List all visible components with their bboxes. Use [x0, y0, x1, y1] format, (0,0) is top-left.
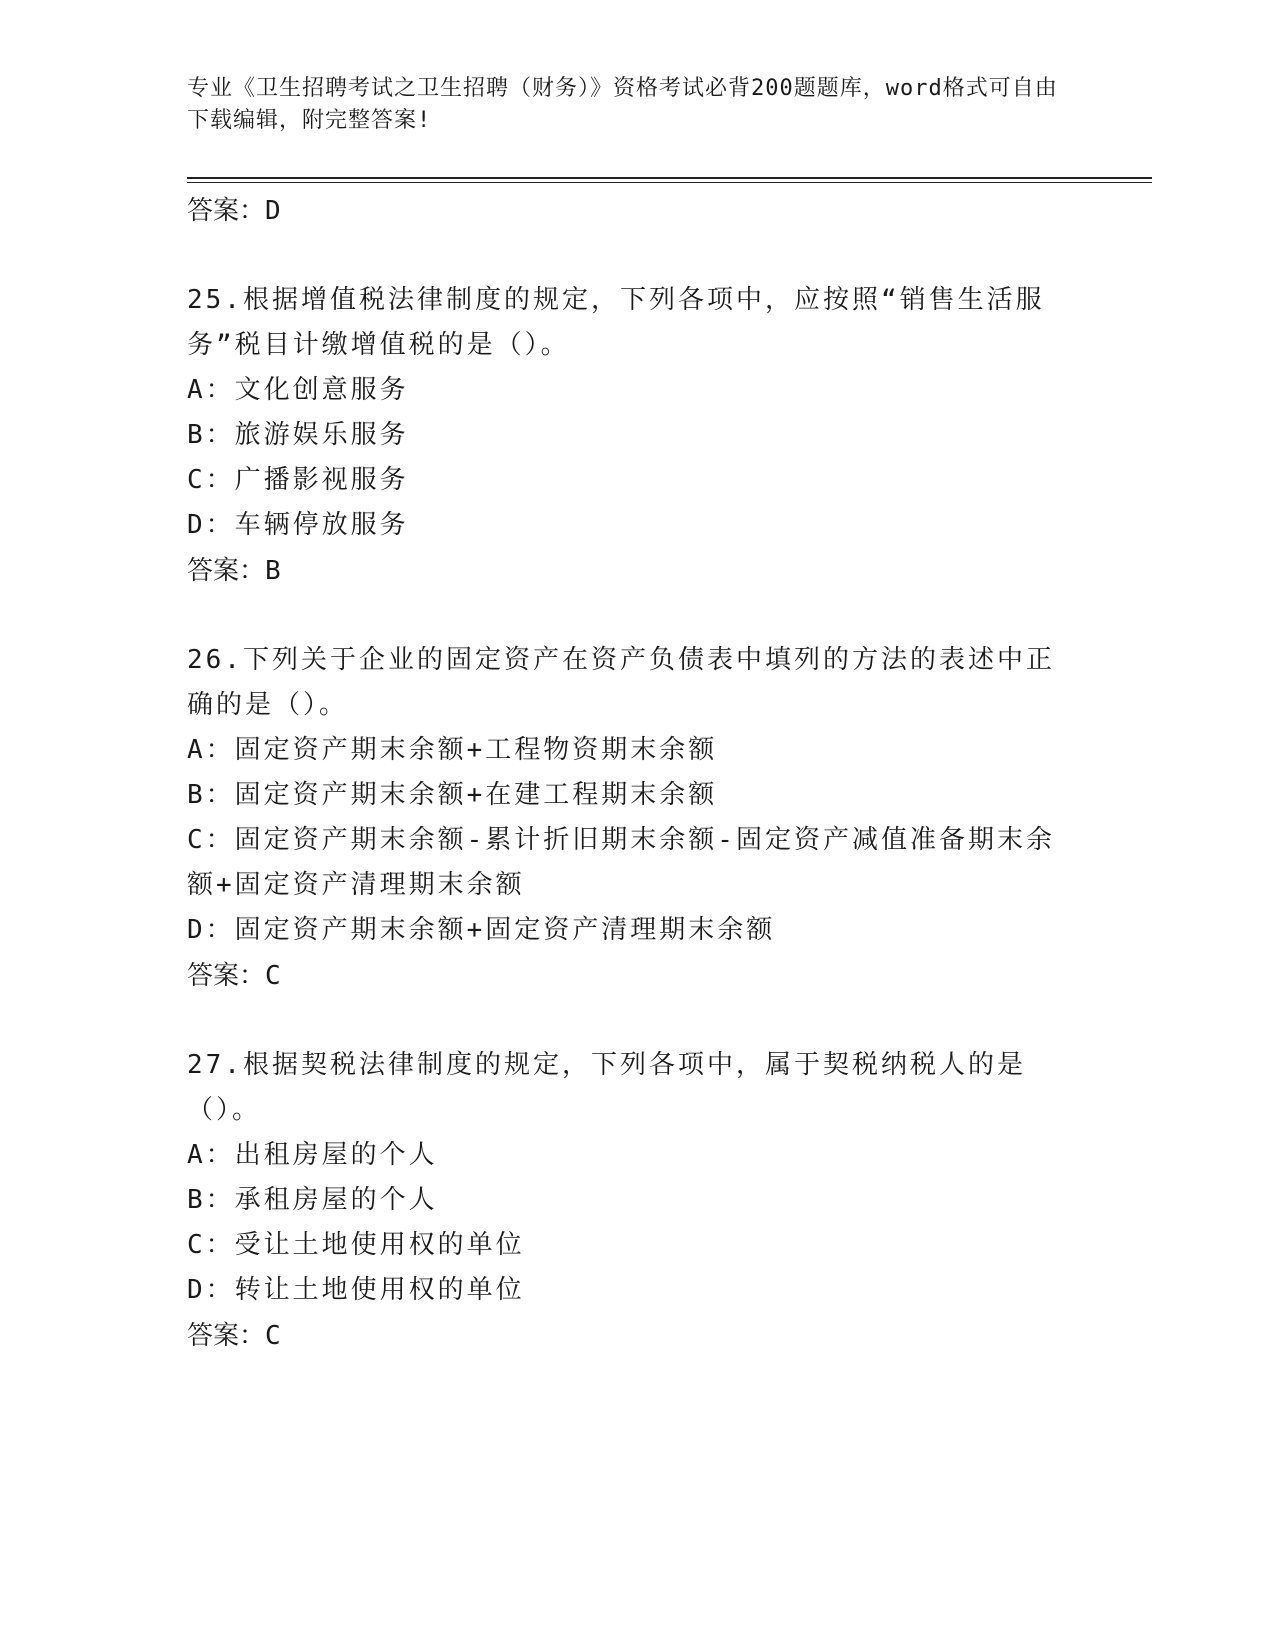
question-block	[187, 1043, 1087, 1359]
option-d: D：车辆停放服务	[187, 510, 409, 540]
header-divider-thin	[187, 182, 1152, 183]
option-d: D：转让土地使用权的单位	[187, 1275, 525, 1305]
option-a: A：出租房屋的个人	[187, 1140, 438, 1170]
option-b: B：旅游娱乐服务	[187, 420, 409, 450]
answer-line: 答案：B	[187, 556, 281, 586]
option-d: D：固定资产期末余额+固定资产清理期末余额	[187, 915, 776, 945]
option-c: C：固定资产期末余额-累计折旧期末余额-固定资产减值准备期末余额+固定资产清理期末余额	[187, 825, 1055, 900]
header-divider	[187, 177, 1152, 179]
question-stem: 26.下列关于企业的固定资产在资产负债表中填列的方法的表述中正确的是（）。	[187, 645, 1055, 720]
question-block	[187, 278, 1087, 594]
option-b: B：固定资产期末余额+在建工程期末余额	[187, 780, 718, 810]
option-c: C：受让土地使用权的单位	[187, 1230, 525, 1260]
option-a: A：固定资产期末余额+工程物资期末余额	[187, 735, 718, 765]
answer-line: 答案：D	[187, 196, 281, 226]
option-a: A：文化创意服务	[187, 375, 409, 405]
page-header: 专业《卫生招聘考试之卫生招聘（财务）》资格考试必背200题题库，word格式可自由下载编辑，附完整答案!	[187, 76, 1058, 133]
question-block	[187, 638, 1087, 999]
option-c: C：广播影视服务	[187, 465, 409, 495]
question-stem: 27.根据契税法律制度的规定，下列各项中，属于契税纳税人的是（）。	[187, 1050, 1026, 1125]
answer-line: 答案：C	[187, 1321, 281, 1351]
answer-line: 答案：C	[187, 961, 281, 991]
question-stem: 25.根据增值税法律制度的规定，下列各项中，应按照“销售生活服务”税目计缴增值税的是（）。	[187, 285, 1045, 360]
question-list	[187, 188, 1087, 1359]
option-b: B：承租房屋的个人	[187, 1185, 438, 1215]
